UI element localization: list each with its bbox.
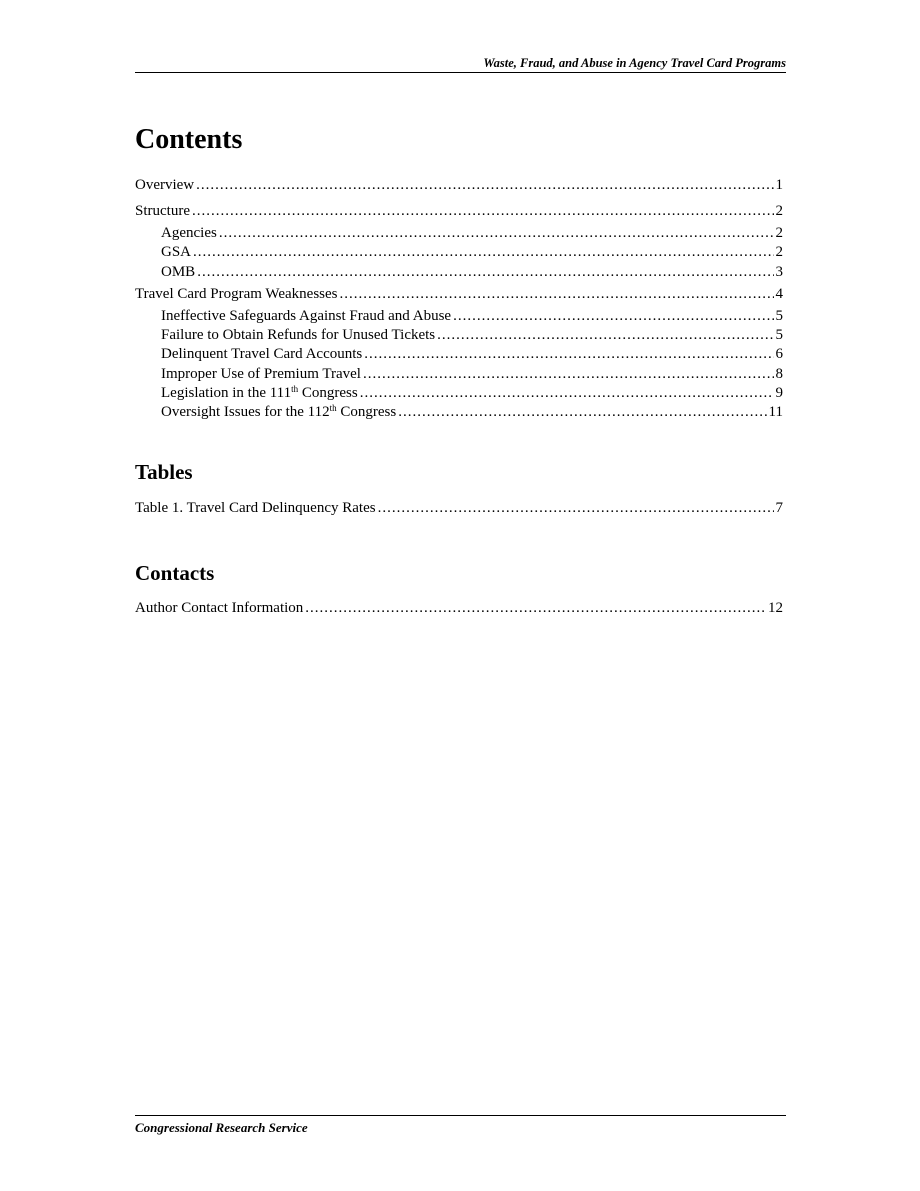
toc-dot-leader — [363, 365, 774, 384]
toc-dot-leader — [340, 285, 774, 304]
toc-entry-improper-premium-travel[interactable] — [161, 365, 783, 384]
toc-entry-table-1[interactable] — [135, 499, 783, 518]
toc-page-number: 7 — [775, 500, 783, 516]
toc-entry-text: OMB — [161, 264, 196, 280]
toc-page-number: 1 — [775, 177, 783, 193]
toc-page-number: 3 — [775, 264, 783, 280]
toc-dot-leader — [364, 345, 773, 364]
toc-entry-overview[interactable] — [135, 176, 783, 195]
toc-page-number: 2 — [775, 244, 783, 260]
toc-entry-text: Table 1. Travel Card Delinquency Rates — [135, 500, 376, 516]
toc-dot-leader — [192, 202, 774, 221]
toc-dot-leader — [437, 326, 773, 345]
toc-entry-agencies[interactable] — [161, 224, 783, 243]
header-rule — [135, 72, 786, 73]
toc-page-number: 5 — [775, 308, 783, 324]
toc-entry-oversight-112th[interactable] — [161, 403, 783, 422]
ordinal-suffix: th — [291, 384, 299, 394]
toc-dot-leader — [305, 599, 766, 618]
contacts-title: Contacts — [135, 561, 215, 585]
toc-entry-structure[interactable] — [135, 202, 783, 221]
toc-entry-text-main: Oversight Issues for the 112 — [161, 404, 330, 420]
toc-dot-leader — [378, 499, 774, 518]
toc-entry-author-contact[interactable] — [135, 599, 783, 618]
toc-entry-failure-to-obtain-refunds[interactable] — [161, 326, 783, 345]
toc-page-number: 2 — [775, 203, 783, 219]
toc-page-number: 11 — [768, 404, 783, 420]
toc-entry-text: Improper Use of Premium Travel — [161, 366, 361, 382]
toc-entry-travel-card-program-weaknesses[interactable] — [135, 285, 783, 304]
toc-dot-leader — [193, 243, 773, 262]
toc-dot-leader — [219, 224, 774, 243]
toc-entry-gsa[interactable] — [161, 243, 783, 262]
toc-entry-text-tail: Congress — [336, 404, 397, 420]
toc-entry-text: Travel Card Program Weaknesses — [135, 286, 338, 302]
toc-page-number: 12 — [768, 600, 783, 616]
toc-entry-text: Structure — [135, 203, 190, 219]
toc-entry-text: Delinquent Travel Card Accounts — [161, 346, 363, 362]
contents-title: Contents — [135, 124, 243, 155]
toc-entry-text: Failure to Obtain Refunds for Unused Tickets — [161, 327, 436, 343]
toc-page-number: 8 — [775, 366, 783, 382]
toc-dot-leader — [196, 176, 773, 195]
ordinal-suffix: th — [329, 403, 337, 413]
toc-page-number: 6 — [775, 346, 783, 362]
toc-entry-text: Author Contact Information — [135, 600, 304, 616]
toc-page-number: 9 — [775, 385, 783, 401]
tables-title: Tables — [135, 460, 193, 484]
toc-entry-omb[interactable] — [161, 263, 783, 282]
toc-page-number: 2 — [775, 225, 783, 241]
toc-dot-leader — [398, 403, 766, 422]
running-footer: Congressional Research Service — [135, 1120, 308, 1135]
toc-entry-text: Ineffective Safeguards Against Fraud and Abuse — [161, 308, 452, 324]
toc-entry-delinquent-accounts[interactable] — [161, 345, 783, 364]
toc-entry-legislation-111th[interactable] — [161, 384, 783, 403]
running-header: Waste, Fraud, and Abuse in Agency Travel Card Programs — [483, 56, 786, 70]
toc-entry-text: GSA — [161, 244, 192, 260]
toc-dot-leader — [197, 263, 773, 282]
toc-page-number: 5 — [775, 327, 783, 343]
toc-entry-text: Agencies — [161, 225, 217, 241]
toc-entry-text: Overview — [135, 177, 195, 193]
toc-entry-text-main: Legislation in the 111 — [161, 385, 292, 401]
toc-page-number: 4 — [775, 286, 783, 302]
footer-rule — [135, 1115, 786, 1116]
toc-dot-leader — [360, 384, 774, 403]
toc-entry-ineffective-safeguards[interactable] — [161, 307, 783, 326]
toc-entry-text-tail: Congress — [298, 385, 358, 401]
toc-entry-text — [161, 403, 396, 422]
toc-dot-leader — [453, 307, 773, 326]
toc-entry-text — [161, 384, 358, 403]
